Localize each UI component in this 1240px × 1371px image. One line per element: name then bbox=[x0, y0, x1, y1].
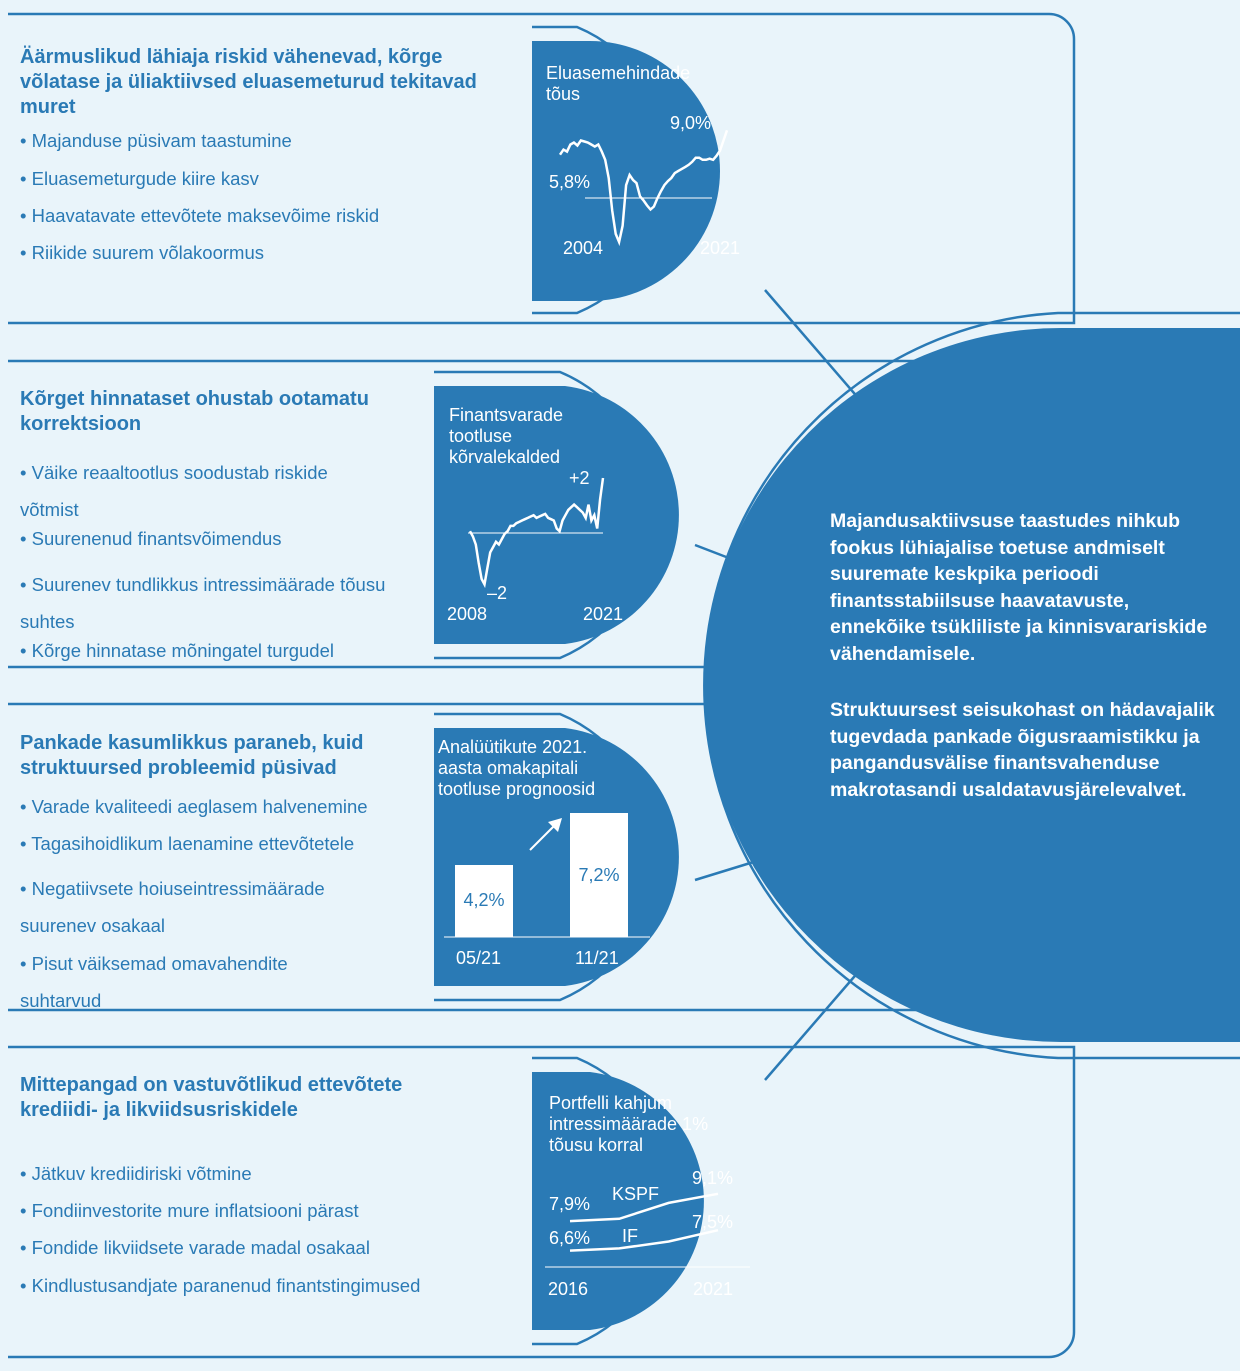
section3-bullet-1: • Varade kvaliteedi aeglasem halvenemine bbox=[20, 796, 368, 817]
chart2-x-end-label: 2021 bbox=[583, 604, 624, 624]
center-paragraph-1: Majandusaktiivsuse taastudes nihkub fookus lühiajalise toetuse andmiselt suuremate keskpika perioodi finantsstabiilsuse haavatavuste, ennekõike tsükliliste ja kinnisvarariskide vähendamisele. bbox=[830, 510, 1208, 665]
section2-bullet-2: • Suurenenud finantsvõimendus bbox=[20, 528, 282, 549]
chart4-kspf-name: KSPF bbox=[612, 1184, 660, 1204]
chart2-x-start-label: 2008 bbox=[447, 604, 488, 624]
chart4-if-start-label: 6,6% bbox=[549, 1228, 591, 1248]
chart4-kspf-start-label: 7,9% bbox=[549, 1194, 591, 1214]
section1-title: Äärmuslikud lähiaja riskid vähenevad, kõrge võlatase ja üliaktiivsed eluasemeturud tekitavad muret bbox=[20, 46, 477, 118]
section2-bullet-4: • Kõrge hinnatase mõningatel turgudel bbox=[20, 640, 334, 661]
chart3-category-1121: 11/21 bbox=[575, 948, 619, 968]
section1-bullet-2: • Eluasemeturgude kiire kasv bbox=[20, 168, 259, 189]
section2-bullet-3: • Suurenev tundlikkus intressimäärade tõusu suhtes bbox=[20, 574, 386, 632]
section3-bullet-3: • Negatiivsete hoiuseintressimäärade suurenev osakaal bbox=[20, 878, 325, 936]
chart2-max-label: +2 bbox=[569, 468, 590, 488]
chart3-title: Analüütikute 2021. aasta omakapitali tootluse prognoosid bbox=[438, 737, 596, 799]
chart4-title: Portfelli kahjum intressimäärade 1% tõusu korral bbox=[549, 1093, 709, 1155]
chart1-x-end-label: 2021 bbox=[700, 238, 741, 258]
section4-title: Mittepangad on vastuvõtlikud ettevõtete krediidi- ja likviidsusriskidele bbox=[20, 1074, 403, 1121]
chart4-x-end-label: 2021 bbox=[693, 1279, 734, 1299]
chart3-bar-1121-value: 7,2% bbox=[578, 864, 620, 885]
section4-bullet-4: • Kindlustusandjate paranenud finantstingimused bbox=[20, 1275, 421, 1296]
section3-bullet-2: • Tagasihoidlikum laenamine ettevõtetele bbox=[20, 833, 355, 854]
section3-title: Pankade kasumlikkus paraneb, kuid struktuursed probleemid püsivad bbox=[20, 732, 364, 779]
chart4-x-start-label: 2016 bbox=[548, 1279, 589, 1299]
connector-4 bbox=[765, 970, 860, 1080]
section4-bullet-2: • Fondiinvestorite mure inflatsiooni pärast bbox=[20, 1200, 359, 1221]
chart4-if-end-label: 7,5% bbox=[692, 1212, 734, 1232]
chart1-x-start-label: 2004 bbox=[563, 238, 604, 258]
chart4-kspf-end-label: 9,1% bbox=[692, 1168, 734, 1188]
chart3-bar-1121 bbox=[570, 813, 628, 937]
chart3-bar-0521-value: 4,2% bbox=[463, 890, 505, 911]
center-panel-shape bbox=[704, 328, 1240, 1042]
section2-title: Kõrget hinnataset ohustab ootamatu korrektsioon bbox=[20, 388, 369, 435]
center-paragraph-2: Struktuursest seisukohast on hädavajalik tugevdada pankade õigusraamistikku ja pangandusvälise finantsvahenduse makrotasandi usaldatavusjärelevalvet. bbox=[830, 699, 1215, 801]
section3-bullet-4: • Pisut väiksemad omavahendite suhtarvud bbox=[20, 953, 288, 1011]
chart2-min-label: –2 bbox=[487, 583, 508, 603]
chart3-category-0521: 05/21 bbox=[456, 948, 502, 968]
section1-bullet-1: • Majanduse püsivam taastumine bbox=[20, 130, 292, 151]
chart1-reference-label: 5,8% bbox=[549, 172, 591, 192]
section4-bullet-1: • Jätkuv krediidiriski võtmine bbox=[20, 1163, 252, 1184]
chart3-bar-0521 bbox=[455, 865, 513, 937]
section1-bullet-3: • Haavatavate ettevõtete maksevõime riskid bbox=[20, 205, 380, 226]
chart2-title: Finantsvarade tootluse kõrvalekalded bbox=[449, 405, 564, 467]
chart4-if-name: IF bbox=[622, 1226, 638, 1246]
section2-bullet-1: • Väike reaaltootlus soodustab riskide võtmist bbox=[20, 462, 328, 520]
section1-bullet-4: • Riikide suurem võlakoormus bbox=[20, 242, 264, 263]
chart1-title: Eluasemehindade tõus bbox=[546, 63, 691, 104]
chart1-end-label: 9,0% bbox=[670, 113, 712, 133]
section4-bullet-3: • Fondide likviidsete varade madal osakaal bbox=[20, 1237, 370, 1258]
connector-1 bbox=[765, 290, 860, 400]
